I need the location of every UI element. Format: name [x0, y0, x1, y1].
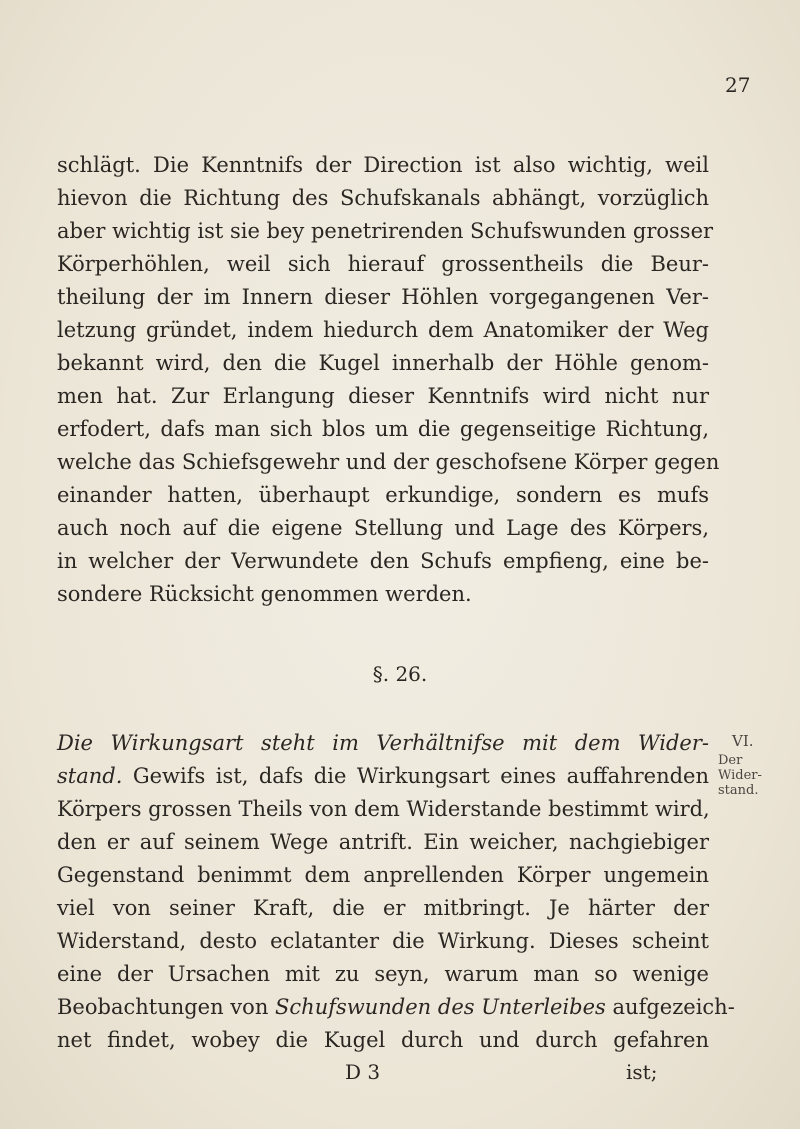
text-line: Widerstand, desto eclatanter die Wirkung. Dieses scheint: [57, 929, 709, 953]
italic-term: Schufswunden des Unterleibes: [275, 995, 606, 1019]
catchword: ist;: [626, 1060, 658, 1084]
text-line: eine der Ursachen mit zu seyn, warum man so wenige: [57, 962, 709, 986]
text-line: welche das Schiefsgewehr und der geschofsene Körper gegen: [57, 450, 720, 474]
text-line: erfodert, dafs man sich blos um die gegenseitige Richtung,: [57, 417, 709, 441]
margin-note: [718, 734, 788, 798]
text-span: aufgezeich-: [605, 995, 735, 1019]
page-number: 27: [725, 73, 751, 97]
text-line: Gegenstand benimmt dem anprellenden Körper ungemein: [57, 863, 709, 887]
text-span: Gewifs ist, dafs die Wirkungsart eines auffahrenden: [122, 764, 709, 788]
text-line: net findet, wobey die Kugel durch und durch gefahren: [57, 1028, 709, 1052]
signature-mark: D 3: [345, 1060, 381, 1084]
text-line: den er auf seinem Wege antrift. Ein weicher, nachgiebiger: [57, 830, 709, 854]
text-line: schlägt. Die Kenntnifs der Direction ist also wichtig, weil: [57, 153, 709, 177]
marginal-heading-end: stand.: [57, 764, 123, 788]
text-line: aber wichtig ist sie bey penetrirenden Schufswunden grosser: [57, 219, 714, 243]
text-line: einander hatten, überhaupt erkundige, sondern es mufs: [57, 483, 709, 507]
text-line: [57, 728, 709, 758]
text-line: [57, 761, 709, 791]
text-span: Beobachtungen von: [57, 995, 276, 1019]
marginal-heading: Die Wirkungsart steht im Verhältnifse mit dem Wider-: [57, 731, 709, 755]
section-heading: §. 26.: [372, 662, 428, 686]
text-line: hievon die Richtung des Schufskanals abhängt, vorzüglich: [57, 186, 709, 210]
text-line: men hat. Zur Erlangung dieser Kenntnifs wird nicht nur: [57, 384, 709, 408]
text-line: in welcher der Verwundete den Schufs empfieng, eine be-: [57, 549, 709, 573]
text-line: bekannt wird, den die Kugel innerhalb der Höhle genom-: [57, 351, 709, 375]
text-line: Körperhöhlen, weil sich hierauf grossentheils die Beur-: [57, 252, 709, 276]
text-line: sondere Rücksicht genommen werden.: [57, 582, 472, 606]
text-line: auch noch auf die eigene Stellung und Lage des Körpers,: [57, 516, 709, 540]
margin-numeral: VI.: [732, 732, 754, 750]
text-line: viel von seiner Kraft, die er mitbringt. Je härter der: [57, 896, 709, 920]
text-line: [57, 992, 735, 1022]
margin-text: Der Wider-stand.: [718, 753, 762, 798]
text-line: Körpers grossen Theils von dem Widerstande bestimmt wird,: [57, 797, 710, 821]
text-line: theilung der im Innern dieser Höhlen vorgegangenen Ver-: [57, 285, 709, 309]
text-line: letzung gründet, indem hiedurch dem Anatomiker der Weg: [57, 318, 709, 342]
